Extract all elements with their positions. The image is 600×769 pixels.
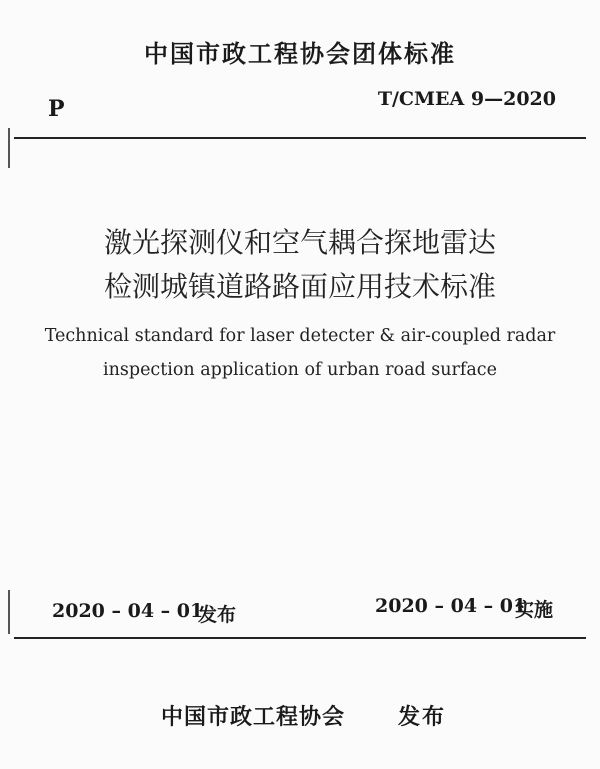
publisher-issue-label: 发布 — [398, 705, 447, 730]
implementation-date: 2020 – 04 – 01 — [375, 595, 527, 617]
english-title-line-2: inspection application of urban road surface — [103, 360, 497, 380]
bottom-divider — [14, 637, 586, 639]
chinese-title-line-2: 检测城镇道路路面应用技术标准 — [103, 270, 496, 303]
classification-code: P — [48, 96, 65, 122]
english-title-line-1: Technical standard for laser detecter & air-coupled radar — [44, 326, 556, 346]
issued-label: 发布 — [198, 604, 237, 626]
issued-date: 2020 – 04 – 01 — [52, 600, 204, 622]
left-edge-mark — [8, 128, 10, 168]
implementation-label: 实施 — [515, 599, 554, 621]
left-edge-mark-lower — [8, 590, 10, 634]
chinese-title-line-1: 激光探测仪和空气耦合探地雷达 — [103, 226, 496, 259]
organization-header: 中国市政工程协会团体标准 — [144, 40, 456, 68]
publisher-name: 中国市政工程协会 — [161, 705, 346, 730]
top-divider — [14, 137, 586, 139]
standard-number: T/CMEA 9—2020 — [377, 88, 556, 110]
